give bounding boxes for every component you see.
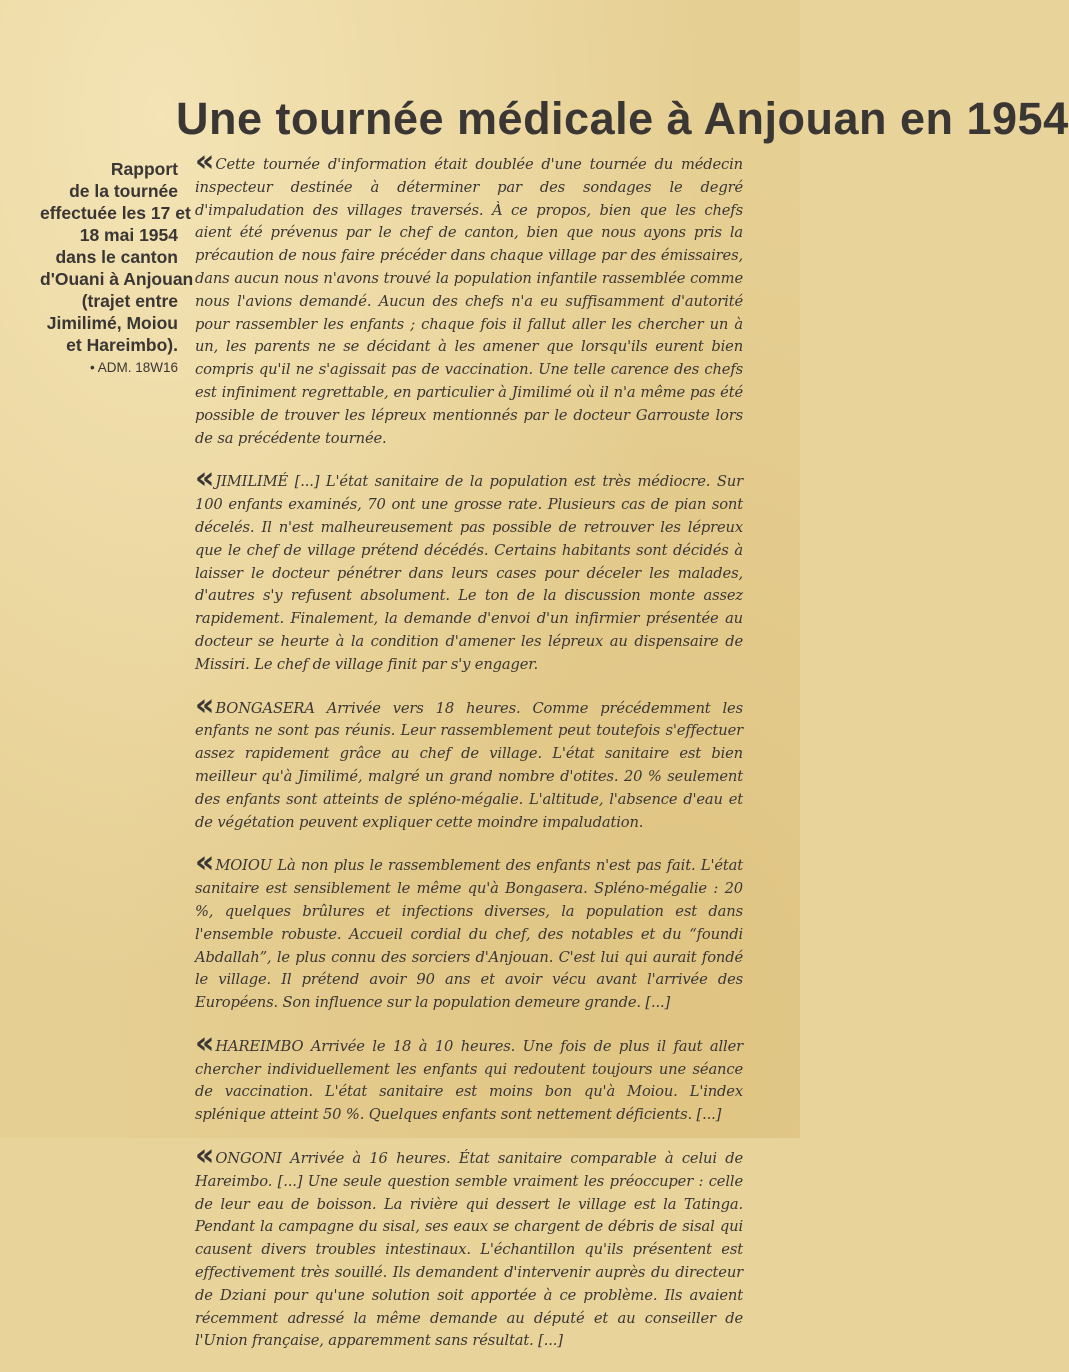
sidebar-line: Rapport [110,159,178,179]
sidebar-line: dans le canton [55,247,178,267]
sidebar-line: d'Ouani à Anjouan [40,269,194,289]
village-name: MOIOU [215,857,272,875]
sidebar-line: Jimilimé, Moiou [46,313,178,333]
quote-mark: « [195,687,210,723]
report-paragraph [195,687,743,835]
paragraph-text: Arrivée à 16 heures. État sanitaire comparable à celui de Hareimbo. [...] Une seule question semble vraiment les préoccuper : celle de leur eau de boisson. La rivière qui dessert le village est la Tatinga. Pendant la campagne du sisal, ses eaux se chargent de débris de sisal qui causent divers troubles intestinaux. L'échantillon qu'ils présentent est effectivement très souillé. Ils demandent d'intervenir auprès du directeur de Dziani pour qu'une solution soit apportée à ce problème. Ils avaient récemment adressé la même demande au député et au conseiller de l'Union française, apparemment sans résultat. [...] [195,1150,743,1350]
page-title: Une tournée médicale à Anjouan en 1954 [176,93,1069,144]
report-paragraph [195,1138,743,1353]
report-paragraph [195,845,743,1015]
village-name: ONGONI [215,1150,282,1168]
report-paragraph [195,144,743,450]
sidebar-line: effectuée les 17 et [40,203,191,223]
village-name: HAREIMBO [215,1037,304,1055]
sidebar-line: 18 mai 1954 [79,225,178,245]
quote-mark: « [195,1025,210,1061]
report-paragraph [195,461,743,676]
paragraph-text: Arrivée vers 18 heures. Comme précédemment les enfants ne sont pas réunis. Leur rassemblement peut toutefois s'effectuer assez rapidement grâce au chef de village. L'état sanitaire est bien meilleur qu'à Jimilimé, malgré un grand nombre d'otites. 20 % seulement des enfants sont atteints de spléno-mégalie. L'altitude, l'absence d'eau et de végétation peuvent expliquer cette moindre impaludation. [195,699,743,831]
paragraph-text: Cette tournée d'information était doublée d'une tournée du médecin inspecteur destinée à déterminer par des sondages le degré d'impaludation des villages traversés. À ce propos, bien que les chefs aient été prévenus par le chef de canton, bien que nous ayons pris la précaution de nous faire précéder dans chaque village par des émissaires, dans aucun nous n'avons trouvé la population infantile rassemblée comme nous l'avions demandé. Aucun des chefs n'a eu suffisamment d'autorité pour rassembler les enfants ; chaque fois il fallut aller les chercher un à un, les parents ne se décidant à les amener que lorsqu'ils eurent bien compris qu'il ne s'agissait pas de vaccination. Une telle carence des chefs est infiniment regrettable, en particulier à Jimilimé où il n'a même pas été possible de trouver les lépreux mentionnés par le docteur Garrouste lors de sa précédente tournée. [195,156,743,447]
sidebar-line: (trajet entre [81,291,178,311]
report-paragraph [195,1025,743,1127]
village-name: JIMILIMÉ [215,473,289,491]
quote-mark: « [195,144,210,179]
archive-reference: • ADM. 18W16 [89,360,178,375]
sidebar-caption [40,158,194,378]
quote-mark: « [195,1138,210,1174]
paragraph-text: Là non plus le rassemblement des enfants n'est pas fait. L'état sanitaire est sensiblement le même qu'à Bongasera. Spléno-mégalie : 20 %, quelques brûlures et infections diverses, la population est dans l'ensemble robuste. Accueil cordial du chef, des notables et du “foundi Abdallah”, le plus connu des sorciers d'Anjouan. C'est lui qui aurait fondé le village. Il prétend avoir 90 ans et avoir vécu avant l'arrivée des Européens. Son influence sur la population demeure grande. [...] [195,857,743,1012]
paragraph-text: [...] L'état sanitaire de la population est très médiocre. Sur 100 enfants examinés, 70 ont une grosse rate. Plusieurs cas de pian sont décelés. Il n'est malheureusement pas possible de retrouver les lépreux que le chef de village prétend décédés. Certains habitants sont décidés à laisser le docteur pénétrer dans leurs cases pour déceler les malades, d'autres s'y refusent absolument. Le ton de la discussion monte assez rapidement. Finalement, la demande d'envoi d'un infirmier présentée au docteur se heurte à la condition d'amener les lépreux au dispensaire de Missiri. Le chef de village finit par s'y engager. [195,473,743,673]
quote-mark: « [195,845,210,881]
paragraph-text: Arrivée le 18 à 10 heures. Une fois de plus il faut aller chercher individuellement les enfants qui redoutent toujours une séance de vaccination. L'état sanitaire est moins bon qu'à Moiou. L'index splénique atteint 50 %. Quelques enfants sont nettement déficients. [...] [195,1037,743,1124]
sidebar-line: de la tournée [69,181,178,201]
quote-mark: « [195,461,210,497]
sidebar-line: et Hareimbo). [66,335,178,355]
report-body [195,144,743,1372]
village-name: BONGASERA [215,699,315,717]
